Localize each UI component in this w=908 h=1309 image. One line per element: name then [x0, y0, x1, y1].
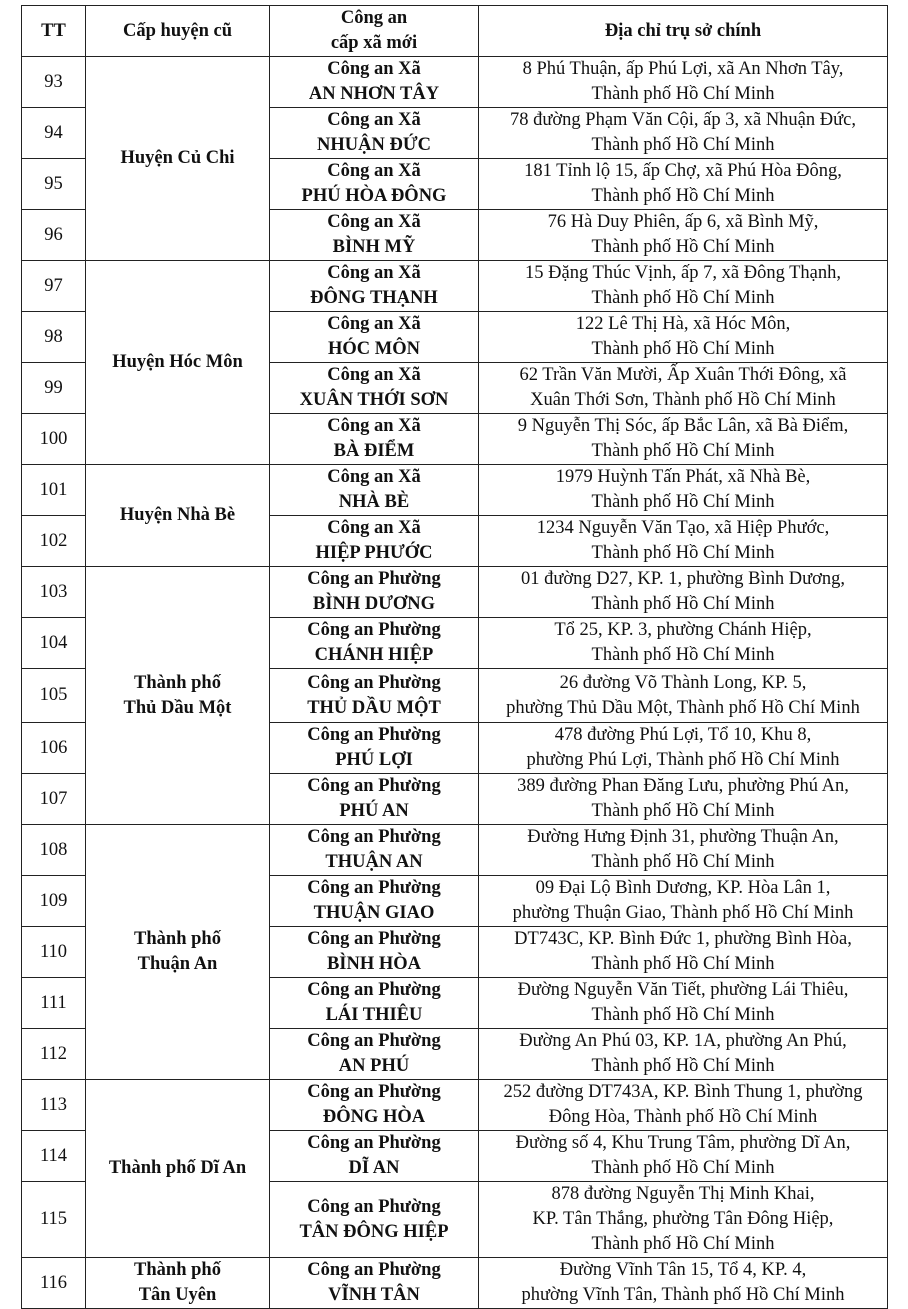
address-line: Đường An Phú 03, KP. 1A, phường An Phú,	[519, 1031, 847, 1051]
address-cell	[479, 159, 888, 210]
address-line: KP. Tân Thắng, phường Tân Đông Hiệp,	[532, 1209, 834, 1229]
address-line: Thành phố Hồ Chí Minh	[591, 852, 775, 872]
row-number: 112	[22, 1029, 86, 1080]
new-unit-cell	[270, 414, 479, 465]
table-row	[22, 825, 888, 876]
old-district-cell	[86, 261, 270, 465]
unit-name: XUÂN THỚI SƠN	[299, 390, 449, 410]
new-unit-cell	[270, 1080, 479, 1131]
row-number: 108	[22, 825, 86, 876]
address-line: 8 Phú Thuận, ấp Phú Lợi, xã An Nhơn Tây,	[522, 59, 844, 79]
new-unit-cell	[270, 465, 479, 516]
address-line: 9 Nguyễn Thị Sóc, ấp Bắc Lân, xã Bà Điểm,	[517, 416, 849, 436]
address-line: 122 Lê Thị Hà, xã Hóc Môn,	[575, 314, 791, 334]
address-cell	[479, 363, 888, 414]
address-line: phường Vĩnh Tân, Thành phố Hồ Chí Minh	[521, 1285, 845, 1305]
unit-type: Công an Xã	[327, 314, 421, 334]
address-line: phường Thuận Giao, Thành phố Hồ Chí Minh	[512, 903, 854, 923]
unit-name: THUẬN AN	[325, 852, 423, 872]
unit-name: AN NHƠN TÂY	[308, 84, 440, 104]
address-line: 26 đường Võ Thành Long, KP. 5,	[559, 672, 807, 693]
address-line: Thành phố Hồ Chí Minh	[591, 1005, 775, 1025]
unit-type: Công an Phường	[307, 1260, 441, 1280]
unit-type: Công an Xã	[327, 161, 421, 181]
unit-type: Công an Phường	[307, 827, 441, 847]
old-district-name: Huyện Nhà Bè	[119, 505, 236, 525]
unit-type: Công an Xã	[327, 518, 421, 538]
address-line: Tổ 25, KP. 3, phường Chánh Hiệp,	[554, 620, 812, 640]
unit-name: THUẬN GIAO	[313, 903, 435, 923]
address-line: 478 đường Phú Lợi, Tổ 10, Khu 8,	[554, 725, 812, 745]
row-number: 110	[22, 927, 86, 978]
row-number: 103	[22, 567, 86, 618]
old-district-name: Huyện Củ Chi	[120, 148, 235, 168]
header-new-unit	[270, 6, 479, 57]
unit-name: BÀ ĐIỂM	[333, 441, 415, 461]
new-unit-cell	[270, 261, 479, 312]
address-cell	[479, 618, 888, 669]
address-line: 1234 Nguyễn Văn Tạo, xã Hiệp Phước,	[536, 518, 830, 538]
row-number: 109	[22, 876, 86, 927]
address-line: Đường Nguyễn Văn Tiết, phường Lái Thiêu,	[517, 980, 849, 1000]
address-line: Thành phố Hồ Chí Minh	[591, 135, 775, 155]
old-district-name: Thủ Dầu Một	[123, 697, 232, 718]
address-cell	[479, 1131, 888, 1182]
row-number: 98	[22, 312, 86, 363]
address-line: Thành phố Hồ Chí Minh	[591, 645, 775, 665]
table-row	[22, 465, 888, 516]
unit-type: Công an Xã	[327, 110, 421, 130]
address-line: Thành phố Hồ Chí Minh	[591, 594, 775, 614]
address-cell	[479, 567, 888, 618]
old-district-name: Thành phố	[134, 1260, 221, 1280]
new-unit-cell	[270, 876, 479, 927]
address-cell	[479, 465, 888, 516]
address-line: Thành phố Hồ Chí Minh	[591, 186, 775, 206]
row-number: 113	[22, 1080, 86, 1131]
row-number: 99	[22, 363, 86, 414]
unit-name: VĨNH TÂN	[328, 1285, 420, 1305]
new-unit-cell	[270, 618, 479, 669]
row-number: 107	[22, 774, 86, 825]
row-number: 102	[22, 516, 86, 567]
old-district-name: Huyện Hóc Môn	[112, 352, 243, 372]
address-cell	[479, 1080, 888, 1131]
unit-type: Công an Phường	[307, 569, 441, 589]
unit-name: ĐÔNG HÒA	[322, 1107, 426, 1127]
new-unit-cell	[270, 516, 479, 567]
address-line: phường Thủ Dầu Một, Thành phố Hồ Chí Minh	[506, 697, 860, 718]
address-line: Thành phố Hồ Chí Minh	[591, 339, 775, 359]
address-line: Thành phố Hồ Chí Minh	[591, 1056, 775, 1076]
row-number: 106	[22, 723, 86, 774]
unit-name: TÂN ĐÔNG HIỆP	[299, 1221, 449, 1242]
row-number: 115	[22, 1182, 86, 1258]
new-unit-cell	[270, 774, 479, 825]
unit-type: Công an Xã	[327, 416, 421, 436]
unit-type: Công an Phường	[307, 1133, 441, 1153]
address-line: 252 đường DT743A, KP. Bình Thung 1, phường	[503, 1082, 863, 1102]
unit-name: BÌNH DƯƠNG	[312, 594, 436, 614]
new-unit-cell	[270, 669, 479, 723]
unit-type: Công an Phường	[307, 1082, 441, 1102]
table-row	[22, 567, 888, 618]
old-district-cell	[86, 1258, 270, 1309]
unit-name: PHÚ HÒA ĐÔNG	[301, 186, 447, 206]
unit-name: HIỆP PHƯỚC	[315, 543, 433, 563]
unit-name: BÌNH MỸ	[332, 237, 416, 257]
header-new-unit-line1: Công an	[340, 8, 408, 28]
unit-type: Công an Xã	[327, 365, 421, 385]
address-cell	[479, 723, 888, 774]
address-line: 15 Đặng Thúc Vịnh, ấp 7, xã Đông Thạnh,	[525, 263, 841, 283]
address-line: Đông Hòa, Thành phố Hồ Chí Minh	[548, 1107, 818, 1127]
address-line: phường Phú Lợi, Thành phố Hồ Chí Minh	[526, 750, 840, 770]
old-district-cell	[86, 57, 270, 261]
address-cell	[479, 516, 888, 567]
police-unit-table	[21, 5, 888, 1309]
unit-name: THỦ DẦU MỘT	[307, 697, 441, 718]
address-cell	[479, 210, 888, 261]
old-district-cell	[86, 825, 270, 1080]
unit-name: LÁI THIÊU	[325, 1005, 423, 1025]
address-line: Thành phố Hồ Chí Minh	[591, 954, 775, 974]
address-cell	[479, 57, 888, 108]
address-cell	[479, 1258, 888, 1309]
new-unit-cell	[270, 108, 479, 159]
address-line: 1979 Huỳnh Tấn Phát, xã Nhà Bè,	[555, 467, 811, 487]
address-cell	[479, 825, 888, 876]
address-cell	[479, 414, 888, 465]
row-number: 97	[22, 261, 86, 312]
address-line: 62 Trần Văn Mười, Ấp Xuân Thới Đông, xã	[519, 365, 847, 385]
old-district-name: Thuận An	[137, 954, 218, 974]
address-line: Thành phố Hồ Chí Minh	[591, 84, 775, 104]
table-body	[22, 57, 888, 1309]
address-line: Thành phố Hồ Chí Minh	[591, 441, 775, 461]
table-row	[22, 57, 888, 108]
unit-type: Công an Phường	[307, 878, 441, 898]
unit-name: NHÀ BÈ	[338, 492, 410, 512]
row-number: 114	[22, 1131, 86, 1182]
row-number: 96	[22, 210, 86, 261]
unit-name: AN PHÚ	[338, 1056, 410, 1076]
new-unit-cell	[270, 363, 479, 414]
unit-type: Công an Xã	[327, 263, 421, 283]
address-line: Xuân Thới Sơn, Thành phố Hồ Chí Minh	[530, 390, 836, 410]
address-line: Đường Vĩnh Tân 15, Tổ 4, KP. 4,	[559, 1260, 807, 1280]
unit-type: Công an Phường	[307, 929, 441, 949]
new-unit-cell	[270, 57, 479, 108]
new-unit-cell	[270, 1131, 479, 1182]
row-number: 95	[22, 159, 86, 210]
row-number: 104	[22, 618, 86, 669]
row-number: 111	[22, 978, 86, 1029]
address-cell	[479, 261, 888, 312]
row-number: 101	[22, 465, 86, 516]
new-unit-cell	[270, 567, 479, 618]
row-number: 116	[22, 1258, 86, 1309]
address-cell	[479, 1029, 888, 1080]
unit-name: NHUẬN ĐỨC	[317, 135, 431, 155]
unit-type: Công an Xã	[327, 59, 421, 79]
address-line: Thành phố Hồ Chí Minh	[591, 543, 775, 563]
address-line: Thành phố Hồ Chí Minh	[591, 288, 775, 308]
unit-name: ĐÔNG THẠNH	[310, 288, 438, 308]
address-line: Thành phố Hồ Chí Minh	[591, 1234, 775, 1254]
address-line: DT743C, KP. Bình Đức 1, phường Bình Hòa,	[514, 929, 852, 949]
address-cell	[479, 876, 888, 927]
unit-name: CHÁNH HIỆP	[314, 645, 434, 665]
unit-type: Công an Phường	[307, 672, 441, 693]
address-cell	[479, 774, 888, 825]
new-unit-cell	[270, 825, 479, 876]
address-line: 78 đường Phạm Văn Cội, ấp 3, xã Nhuận Đức,	[509, 110, 856, 130]
old-district-name: Thành phố Dĩ An	[108, 1158, 247, 1178]
table-row	[22, 261, 888, 312]
new-unit-cell	[270, 927, 479, 978]
row-number: 105	[22, 669, 86, 723]
address-line: Đường số 4, Khu Trung Tâm, phường Dĩ An,	[515, 1133, 851, 1153]
address-line: 09 Đại Lộ Bình Dương, KP. Hòa Lân 1,	[535, 878, 831, 898]
new-unit-cell	[270, 1182, 479, 1258]
address-cell	[479, 669, 888, 723]
address-line: 01 đường D27, KP. 1, phường Bình Dương,	[520, 569, 846, 589]
address-line: 76 Hà Duy Phiên, ấp 6, xã Bình Mỹ,	[547, 212, 819, 232]
address-line: Thành phố Hồ Chí Minh	[591, 492, 775, 512]
row-number: 100	[22, 414, 86, 465]
new-unit-cell	[270, 312, 479, 363]
old-district-cell	[86, 465, 270, 567]
address-cell	[479, 312, 888, 363]
old-district-cell	[86, 567, 270, 825]
old-district-cell	[86, 1080, 270, 1258]
address-line: 878 đường Nguyễn Thị Minh Khai,	[551, 1184, 815, 1204]
old-district-name: Thành phố	[134, 929, 221, 949]
new-unit-cell	[270, 210, 479, 261]
unit-name: BÌNH HÒA	[326, 954, 422, 974]
new-unit-cell	[270, 723, 479, 774]
unit-type: Công an Xã	[327, 212, 421, 232]
new-unit-cell	[270, 978, 479, 1029]
new-unit-cell	[270, 159, 479, 210]
old-district-name: Thành phố	[134, 672, 221, 693]
header-new-unit-line2: cấp xã mới	[330, 33, 418, 53]
address-line: Thành phố Hồ Chí Minh	[591, 801, 775, 821]
unit-type: Công an Phường	[307, 1031, 441, 1051]
address-cell	[479, 108, 888, 159]
address-cell	[479, 1182, 888, 1258]
old-district-name: Tân Uyên	[138, 1285, 217, 1305]
header-tt: TT	[22, 6, 86, 57]
table-row	[22, 1258, 888, 1309]
address-line: 181 Tỉnh lộ 15, ấp Chợ, xã Phú Hòa Đông,	[524, 161, 842, 181]
row-number: 94	[22, 108, 86, 159]
address-line: 389 đường Phan Đăng Lưu, phường Phú An,	[517, 776, 849, 796]
unit-type: Công an Phường	[307, 1196, 441, 1217]
table-header-row	[22, 6, 888, 57]
unit-type: Công an Phường	[307, 776, 441, 796]
unit-name: HÓC MÔN	[328, 339, 420, 359]
new-unit-cell	[270, 1029, 479, 1080]
unit-name: PHÚ LỢI	[335, 750, 413, 770]
address-line: Thành phố Hồ Chí Minh	[591, 1158, 775, 1178]
table-row	[22, 1080, 888, 1131]
unit-type: Công an Phường	[307, 725, 441, 745]
new-unit-cell	[270, 1258, 479, 1309]
unit-name: PHÚ AN	[339, 801, 409, 821]
header-old-district: Cấp huyện cũ	[86, 6, 270, 57]
address-line: Đường Hưng Định 31, phường Thuận An,	[527, 827, 839, 847]
header-address: Địa chỉ trụ sở chính	[479, 6, 888, 57]
unit-type: Công an Xã	[327, 467, 421, 487]
row-number: 93	[22, 57, 86, 108]
address-cell	[479, 978, 888, 1029]
unit-type: Công an Phường	[307, 980, 441, 1000]
address-line: Thành phố Hồ Chí Minh	[591, 237, 775, 257]
address-cell	[479, 927, 888, 978]
unit-type: Công an Phường	[307, 620, 441, 640]
unit-name: DĨ AN	[348, 1158, 400, 1178]
